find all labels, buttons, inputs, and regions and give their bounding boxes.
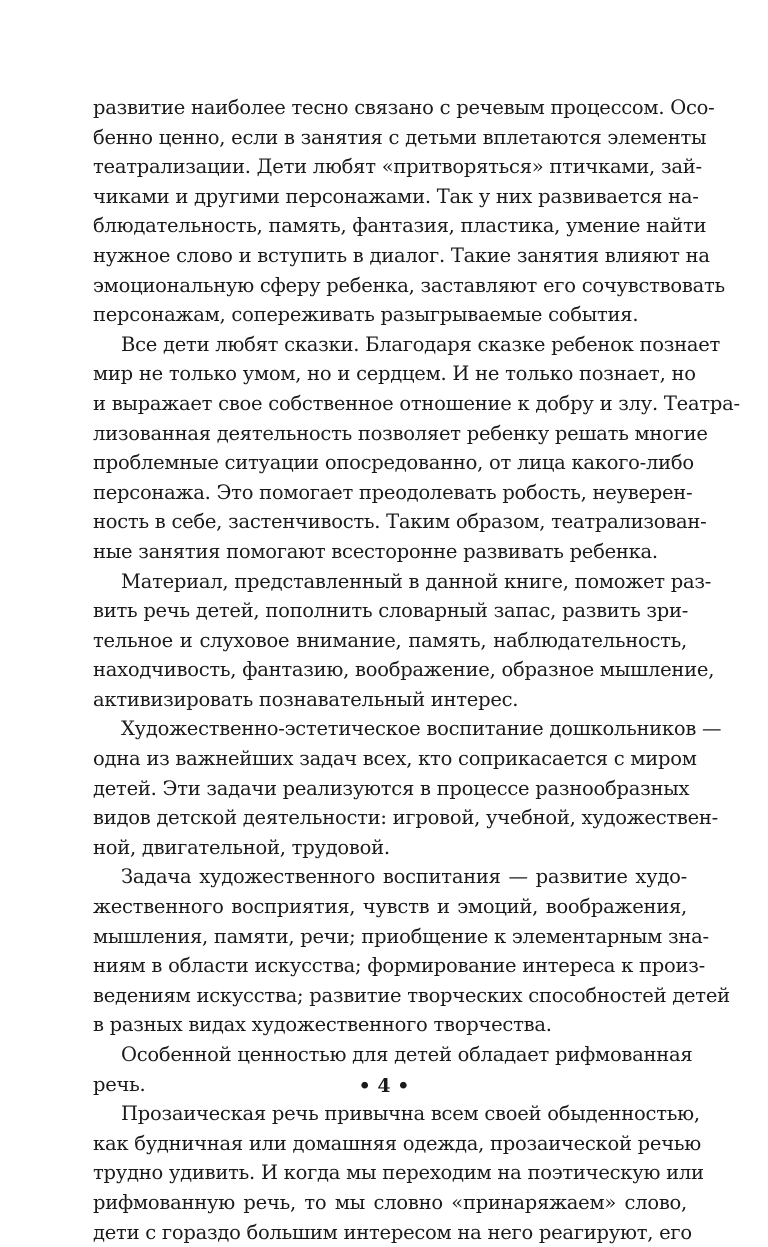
text-line: ведениям искусства; развитие творческих способностей детей [93, 983, 730, 1007]
text-line: мир не только умом, но и сердцем. И не только познает, но [93, 362, 696, 386]
text-line: лизованная деятельность позволяет ребенку решать многие [93, 421, 708, 445]
text-line: эмоциональную сферу ребенка, заставляют его сочувствовать [93, 273, 725, 297]
text-line: трудно удивить. И когда мы переходим на поэтическую или [93, 1161, 704, 1185]
text-line: детей. Эти задачи реализуются в процессе разнообразных [93, 776, 690, 800]
text-line: жественного восприятия, чувств и эмоций, воображения, [93, 895, 687, 919]
text-line: ной, двигательной, трудовой. [93, 835, 390, 859]
text-line: ные занятия помогают всесторонне развивать ребенка. [93, 539, 658, 563]
text-line: Материал, представленный в данной книге, поможет раз- [121, 569, 712, 593]
text-line: Все дети любят сказки. Благодаря сказке ребенок познает [121, 332, 721, 356]
text-line: Особенной ценностью для детей обладает рифмованная [121, 1043, 693, 1066]
text-line: вить речь детей, пополнить словарный запас, развить зри- [93, 599, 689, 623]
text-line: чиками и другими персонажами. Так у них развивается на- [93, 184, 699, 208]
text-line: проблемные ситуации опосредованно, от лица какого-либо [93, 451, 694, 475]
text-line: как будничная или домашняя одежда, прозаической речью [93, 1131, 701, 1155]
text-line: мышления, памяти, речи; приобщение к элементарным зна- [93, 924, 709, 948]
text-line: театрализации. Дети любят «притворяться» птичками, зай- [93, 155, 702, 179]
paragraph [93, 330, 740, 567]
text-line: активизировать познавательный интерес. [93, 687, 519, 711]
text-line: персонажам, сопереживать разыгрываемые события. [93, 303, 639, 327]
text-line: одна из важнейших задач всех, кто соприкасается с миром [93, 747, 697, 771]
text-line: бенно ценно, если в занятия с детьми вплетаются элементы [93, 125, 707, 149]
paragraph [93, 714, 722, 862]
text-line: персонажа. Это помогает преодолевать робость, неуверен- [93, 480, 693, 504]
text-line: Прозаическая речь привычна всем своей обыденностью, [121, 1102, 700, 1126]
text-line: ность в себе, застенчивость. Таким образом, театрализован- [93, 510, 707, 534]
text-line: блюдательность, память, фантазия, пластика, умение найти [93, 214, 707, 238]
page-number: • 4 • [358, 1075, 410, 1097]
text-line: видов детской деятельности: игровой, учебной, художествен- [93, 806, 719, 830]
page-body [93, 93, 740, 1247]
text-line: и выражает свое собственное отношение к добру и злу. Театра- [93, 391, 740, 415]
text-line: тельное и слуховое внимание, память, наблюдательность, [93, 628, 687, 652]
text-line: в разных видах художественного творчества. [93, 1013, 552, 1037]
text-line: Художественно-эстетическое воспитание дошкольников — [121, 717, 722, 741]
text-line: находчивость, фантазию, воображение, образное мышление, [93, 658, 715, 682]
text-line: нужное слово и вступить в диалог. Такие занятия влияют на [93, 243, 710, 267]
text-line: развитие наиболее тесно связано с речевым процессом. Осо- [93, 96, 715, 119]
text-line: речь. [93, 1072, 146, 1096]
text-line: ниям в области искусства; формирование интереса к произ- [93, 954, 705, 978]
paragraph [93, 93, 725, 330]
text-line: дети с гораздо большим интересом на него реагируют, его [93, 1220, 692, 1244]
text-line: рифмованную речь, то мы словно «принаряжаем» слово, [93, 1190, 687, 1214]
text-line: Задача художественного воспитания — развитие худо- [121, 865, 687, 889]
paragraph [93, 1099, 704, 1247]
paragraph [93, 862, 730, 1040]
paragraph [93, 567, 715, 715]
